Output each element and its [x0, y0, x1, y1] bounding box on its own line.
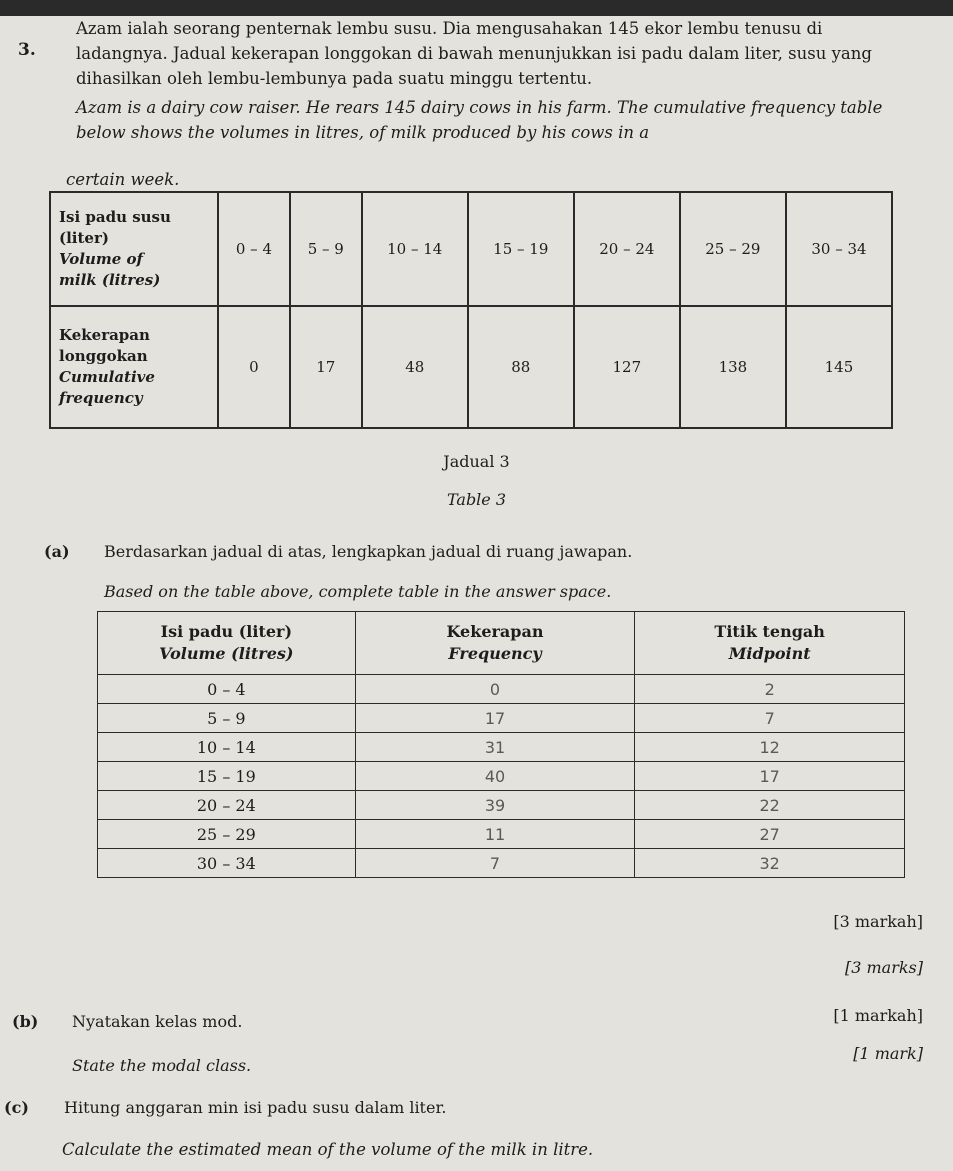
header-cumulative-frequency [50, 306, 218, 428]
midpoint-cell[interactable]: 7 [635, 704, 905, 733]
cf-cell: 138 [680, 306, 786, 428]
part-a-malay: Berdasarkan jadual di atas, lengkapkan jadual di ruang jawapan. [104, 542, 633, 561]
table-row [98, 820, 905, 849]
part-a-english: Based on the table above, complete table in the answer space. [104, 582, 612, 601]
midpoint-cell[interactable]: 32 [635, 849, 905, 878]
midpoint-cell[interactable]: 12 [635, 733, 905, 762]
col1-malay: Isi padu (liter) [160, 622, 293, 641]
col2-english: Frequency [448, 644, 542, 663]
header-volume-line4: milk (litres) [59, 271, 161, 289]
header-volume-line2: (liter) [59, 229, 109, 247]
question-text-english: Azam is a dairy cow raiser. He rears 145 dairy cows in his farm. The cumulative frequency table below shows the volumes in litres, of milk produced by his cows in a [76, 98, 883, 142]
top-dark-edge [0, 0, 953, 16]
class-cell: 25 – 29 [680, 192, 786, 306]
frequency-cell[interactable]: 0 [355, 675, 635, 704]
part-b-label: (b) [12, 1012, 39, 1031]
table-row-volume [50, 192, 892, 306]
volume-cell: 20 – 24 [98, 791, 356, 820]
col3-malay: Titik tengah [714, 622, 825, 641]
table-row [98, 762, 905, 791]
header-cf-line2: longgokan [59, 347, 148, 365]
volume-cell: 5 – 9 [98, 704, 356, 733]
class-cell: 5 – 9 [290, 192, 362, 306]
midpoint-cell[interactable]: 27 [635, 820, 905, 849]
cf-cell: 0 [218, 306, 290, 428]
answer-header-volume [98, 612, 356, 675]
volume-cell: 0 – 4 [98, 675, 356, 704]
frequency-cell[interactable]: 7 [355, 849, 635, 878]
class-cell: 15 – 19 [468, 192, 574, 306]
table-caption-malay: Jadual 3 [443, 452, 510, 471]
answer-table-header [98, 612, 905, 675]
class-cell: 10 – 14 [362, 192, 468, 306]
part-b-marks-english: [1 mark] [853, 1044, 923, 1063]
part-c-malay: Hitung anggaran min isi padu susu dalam liter. [64, 1098, 447, 1117]
part-b-marks-malay: [1 markah] [833, 1006, 923, 1025]
part-a-marks-malay: [3 markah] [833, 912, 923, 931]
table-row-cumulative [50, 306, 892, 428]
table-row [98, 704, 905, 733]
question-text-english-end: certain week. [66, 170, 180, 189]
frequency-cell[interactable]: 40 [355, 762, 635, 791]
table-row [98, 791, 905, 820]
col1-english: Volume (litres) [159, 644, 294, 663]
midpoint-cell[interactable]: 2 [635, 675, 905, 704]
part-b-english: State the modal class. [72, 1056, 252, 1075]
cf-cell: 145 [786, 306, 892, 428]
frequency-cell[interactable]: 17 [355, 704, 635, 733]
cumulative-frequency-table [49, 191, 893, 429]
part-c-label: (c) [4, 1098, 29, 1117]
part-a-label: (a) [44, 542, 70, 561]
class-cell: 0 – 4 [218, 192, 290, 306]
part-a-marks-english: [3 marks] [844, 958, 923, 977]
answer-table [97, 611, 905, 878]
part-c-english: Calculate the estimated mean of the volume of the milk in litre. [62, 1140, 594, 1159]
midpoint-cell[interactable]: 17 [635, 762, 905, 791]
answer-header-midpoint [635, 612, 905, 675]
cf-cell: 48 [362, 306, 468, 428]
midpoint-cell[interactable]: 22 [635, 791, 905, 820]
class-cell: 20 – 24 [574, 192, 680, 306]
table-caption-english: Table 3 [446, 490, 507, 509]
table-row [98, 733, 905, 762]
frequency-cell[interactable]: 39 [355, 791, 635, 820]
header-volume [50, 192, 218, 306]
question-number: 3. [18, 40, 36, 60]
cf-cell: 17 [290, 306, 362, 428]
volume-cell: 15 – 19 [98, 762, 356, 791]
header-cf-line1: Kekerapan [59, 326, 150, 344]
header-volume-line1: Isi padu susu [59, 208, 171, 226]
col2-malay: Kekerapan [446, 622, 544, 641]
frequency-cell[interactable]: 31 [355, 733, 635, 762]
header-volume-line3: Volume of [59, 250, 143, 268]
class-cell: 30 – 34 [786, 192, 892, 306]
volume-cell: 25 – 29 [98, 820, 356, 849]
frequency-cell[interactable]: 11 [355, 820, 635, 849]
part-b-malay: Nyatakan kelas mod. [72, 1012, 243, 1031]
cf-cell: 127 [574, 306, 680, 428]
volume-cell: 30 – 34 [98, 849, 356, 878]
volume-cell: 10 – 14 [98, 733, 356, 762]
table-row [98, 675, 905, 704]
table-row [98, 849, 905, 878]
answer-header-frequency [355, 612, 635, 675]
col3-english: Midpoint [728, 644, 811, 663]
question-text-malay: Azam ialah seorang penternak lembu susu. Dia mengusahakan 145 ekor lembu tenusu di ladangnya. Jadual kekerapan longgokan di bawah menunjukkan isi padu dalam liter, susu yang dihasilkan oleh lembu-lembunya pada suatu minggu tertentu. [76, 19, 872, 88]
header-cf-line3: Cumulative [59, 368, 155, 386]
header-cf-line4: frequency [59, 389, 143, 407]
cf-cell: 88 [468, 306, 574, 428]
